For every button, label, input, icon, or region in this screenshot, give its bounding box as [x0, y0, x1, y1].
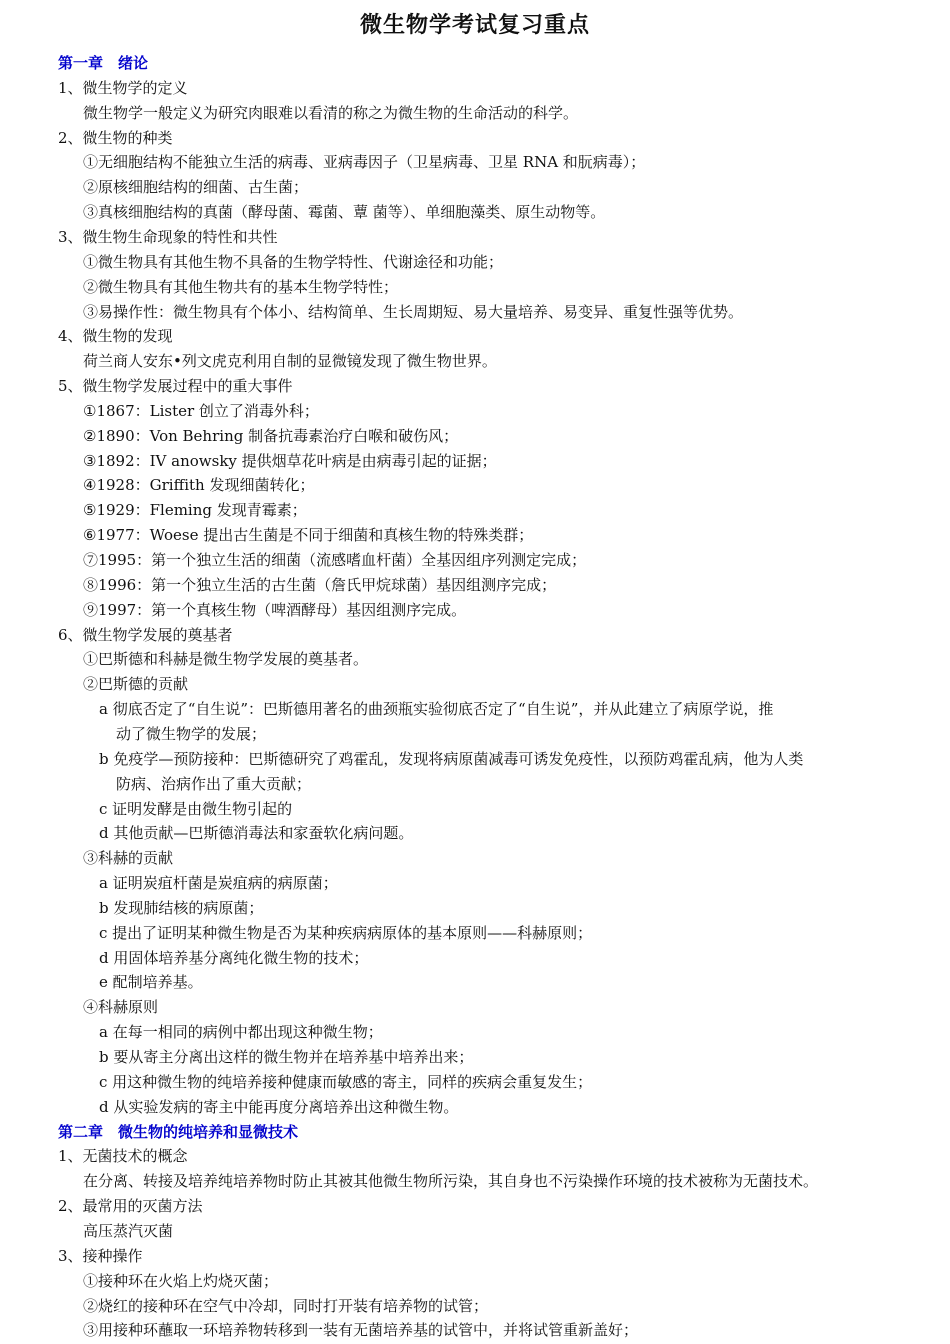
text-line: e 配制培养基。: [99, 973, 203, 992]
text-line: 在分离、转接及培养纯培养物时防止其被其他微生物所污染，其自身也不污染操作环境的技术被称为无菌技术。: [83, 1172, 819, 1191]
text-line: ①无细胞结构不能独立生活的病毒、亚病毒因子（卫星病毒、卫星 RNA 和朊病毒）；: [83, 153, 646, 172]
text-line: a 彻底否定了“自生说”：巴斯德用著名的曲颈瓶实验彻底否定了“自生说”，并从此建立了病原学说，推: [99, 700, 774, 719]
text-line: 1、微生物学的定义: [58, 78, 188, 97]
text-line: ⑥1977：Woese 提出古生菌是不同于细菌和真核生物的特殊类群；: [83, 526, 534, 545]
text-line: ③用接种环蘸取一环培养物转移到一装有无菌培养基的试管中，并将试管重新盖好；: [83, 1321, 639, 1340]
text-line: 6、微生物学发展的奠基者: [58, 625, 233, 644]
text-line: ⑧1996：第一个独立生活的古生菌（詹氏甲烷球菌）基因组测序完成；: [83, 575, 557, 594]
text-line: b 发现肺结核的病原菌；: [99, 898, 264, 917]
text-line: 3、微生物生命现象的特性和共性: [58, 227, 278, 246]
text-line: ①接种环在火焰上灼烧灭菌；: [83, 1271, 279, 1290]
text-line: ①微生物具有其他生物不具备的生物学特性、代谢途径和功能；: [83, 252, 504, 271]
text-line: ③1892：IV anowsky 提供烟草花叶病是由病毒引起的证据；: [83, 451, 497, 470]
document-title: 微生物学考试复习重点: [359, 12, 590, 38]
text-line: 1、无菌技术的概念: [58, 1147, 188, 1166]
text-line: ②1890：Von Behring 制备抗毒素治疗白喉和破伤风；: [83, 426, 459, 445]
chapter-heading: 第二章 微生物的纯培养和显微技术: [58, 1122, 299, 1141]
text-line: ③真核细胞结构的真菌（酵母菌、霉菌、蕈 菌等）、单细胞藻类、原生动物等。: [83, 203, 606, 222]
text-line: ⑤1929：Fleming 发现青霉素；: [83, 501, 307, 520]
text-line: a 证明炭疽杆菌是炭疽病的病原菌；: [99, 874, 338, 893]
text-line: ②巴斯德的贡献: [83, 675, 189, 694]
text-line: ②原核细胞结构的细菌、古生菌；: [83, 178, 309, 197]
text-line: b 要从寄主分离出这样的微生物并在培养基中培养出来；: [99, 1048, 474, 1066]
text-line: c 用这种微生物的纯培养接种健康而敏感的寄主，同样的疾病会重复发生；: [99, 1072, 593, 1091]
text-line: ⑨1997：第一个真核生物（啤酒酵母）基因组测序完成。: [83, 600, 467, 619]
text-line: ①巴斯德和科赫是微生物学发展的奠基者。: [83, 650, 369, 669]
text-line: ⑦1995：第一个独立生活的细菌（流感嗜血杆菌）全基因组序列测定完成；: [83, 551, 587, 569]
text-line: ③易操作性：微生物具有个体小、结构简单、生长周期短、易大量培养、易变异、重复性强等优势。: [83, 302, 744, 321]
text-line: c 提出了证明某种微生物是否为某种疾病病原体的基本原则——科赫原则；: [99, 923, 593, 942]
text-line: 动了微生物学的发展；: [116, 724, 267, 743]
text-line: ④科赫原则: [83, 998, 159, 1017]
text-line: a 在每一相同的病例中都出现这种微生物；: [99, 1023, 383, 1042]
text-line: c 证明发酵是由微生物引起的: [99, 799, 293, 818]
text-line: 4、微生物的发现: [58, 327, 173, 346]
text-line: 高压蒸汽灭菌: [83, 1221, 174, 1240]
text-line: 3、接种操作: [58, 1246, 143, 1265]
text-line: d 用固体培养基分离纯化微生物的技术；: [99, 948, 369, 967]
text-line: 2、最常用的灭菌方法: [58, 1197, 203, 1216]
text-line: ②微生物具有其他生物共有的基本生物学特性；: [83, 277, 399, 296]
text-line: 荷兰商人安东•列文虎克利用自制的显微镜发现了微生物世界。: [83, 352, 497, 371]
text-line: ①1867：Lister 创立了消毒外科；: [83, 401, 319, 420]
text-line: ③科赫的贡献: [83, 849, 174, 868]
text-line: d 从实验发病的寄主中能再度分离培养出这种微生物。: [99, 1097, 459, 1116]
text-line: ④1928：Griffith 发现细菌转化；: [83, 476, 315, 495]
text-line: 5、微生物学发展过程中的重大事件: [58, 377, 293, 396]
text-line: 微生物学一般定义为研究肉眼难以看清的称之为微生物的生命活动的科学。: [83, 103, 579, 122]
chapter-heading: 第一章 绪论: [58, 54, 149, 72]
text-line: 2、微生物的种类: [58, 128, 173, 147]
text-line: d 其他贡献—巴斯德消毒法和家蚕软化病问题。: [99, 824, 414, 843]
text-line: 防病、治病作出了重大贡献；: [116, 774, 312, 793]
text-line: b 免疫学—预防接种：巴斯德研究了鸡霍乱，发现将病原菌减毒可诱发免疫性，以预防鸡霍乱病，他为人类: [99, 749, 804, 768]
text-line: ②烧红的接种环在空气中冷却，同时打开装有培养物的试管；: [83, 1296, 489, 1315]
